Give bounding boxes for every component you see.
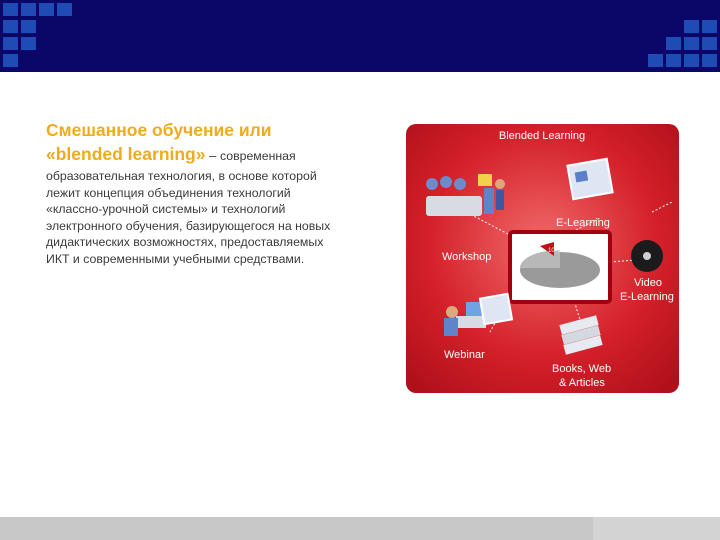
- label-video-1: Video: [634, 277, 662, 289]
- webinar-screen-icon: [480, 294, 512, 324]
- decor-square: [666, 37, 681, 50]
- body-line: дидактических возможностях, предоставляемых: [46, 235, 324, 249]
- body-line: «классно-урочной системы» и технологий: [46, 202, 286, 216]
- elearning-icon: [567, 159, 612, 199]
- heading-line-2: [46, 142, 376, 168]
- slide-text: [46, 118, 376, 267]
- decor-square: [3, 3, 18, 16]
- body-line: электронного обучения, базирующегося на новых: [46, 218, 331, 233]
- label-elearning: E-Learning: [556, 217, 610, 229]
- blended-learning-diagram: [404, 122, 681, 395]
- heading-term: «blended learning»: [46, 144, 206, 164]
- decor-square: [666, 54, 681, 67]
- decor-square: [3, 54, 18, 67]
- decor-square: [648, 54, 663, 67]
- decor-square: [3, 20, 18, 33]
- label-webinar: Webinar: [444, 349, 485, 361]
- diagram-title: Blended Learning: [498, 130, 586, 142]
- heading-dash: –: [205, 148, 220, 163]
- body-first-word: современная: [219, 149, 296, 163]
- center-pie-chart: [510, 232, 610, 302]
- slide-body: [46, 168, 376, 267]
- body-line: лежит концепция объединения технологий: [46, 185, 291, 200]
- video-disc-icon: [631, 240, 663, 272]
- label-books-1: Books, Web: [552, 363, 612, 375]
- slide-heading: Смешанное обучение или: [46, 120, 272, 140]
- header-bar: [0, 0, 720, 72]
- decor-square: [57, 3, 72, 16]
- label-books-2: & Articles: [559, 377, 605, 389]
- decor-square: [684, 20, 699, 33]
- decor-square: [702, 37, 717, 50]
- decor-square: [3, 37, 18, 50]
- footer-bar-tail: [593, 517, 720, 540]
- decor-square: [702, 54, 717, 67]
- decor-square: [702, 20, 717, 33]
- decor-square: [21, 20, 36, 33]
- label-workshop: Workshop: [442, 251, 492, 263]
- center-badge: 10%: [548, 248, 561, 254]
- decor-square: [39, 3, 54, 16]
- label-video-2: E-Learning: [620, 291, 674, 303]
- decor-square: [21, 37, 36, 50]
- decor-square: [21, 3, 36, 16]
- footer-bar: [0, 517, 720, 540]
- body-line: ИКТ и современными учебными средствами.: [46, 251, 305, 266]
- decor-square: [684, 54, 699, 67]
- body-line: образовательная технология, в основе которой: [46, 169, 317, 183]
- decor-square: [684, 37, 699, 50]
